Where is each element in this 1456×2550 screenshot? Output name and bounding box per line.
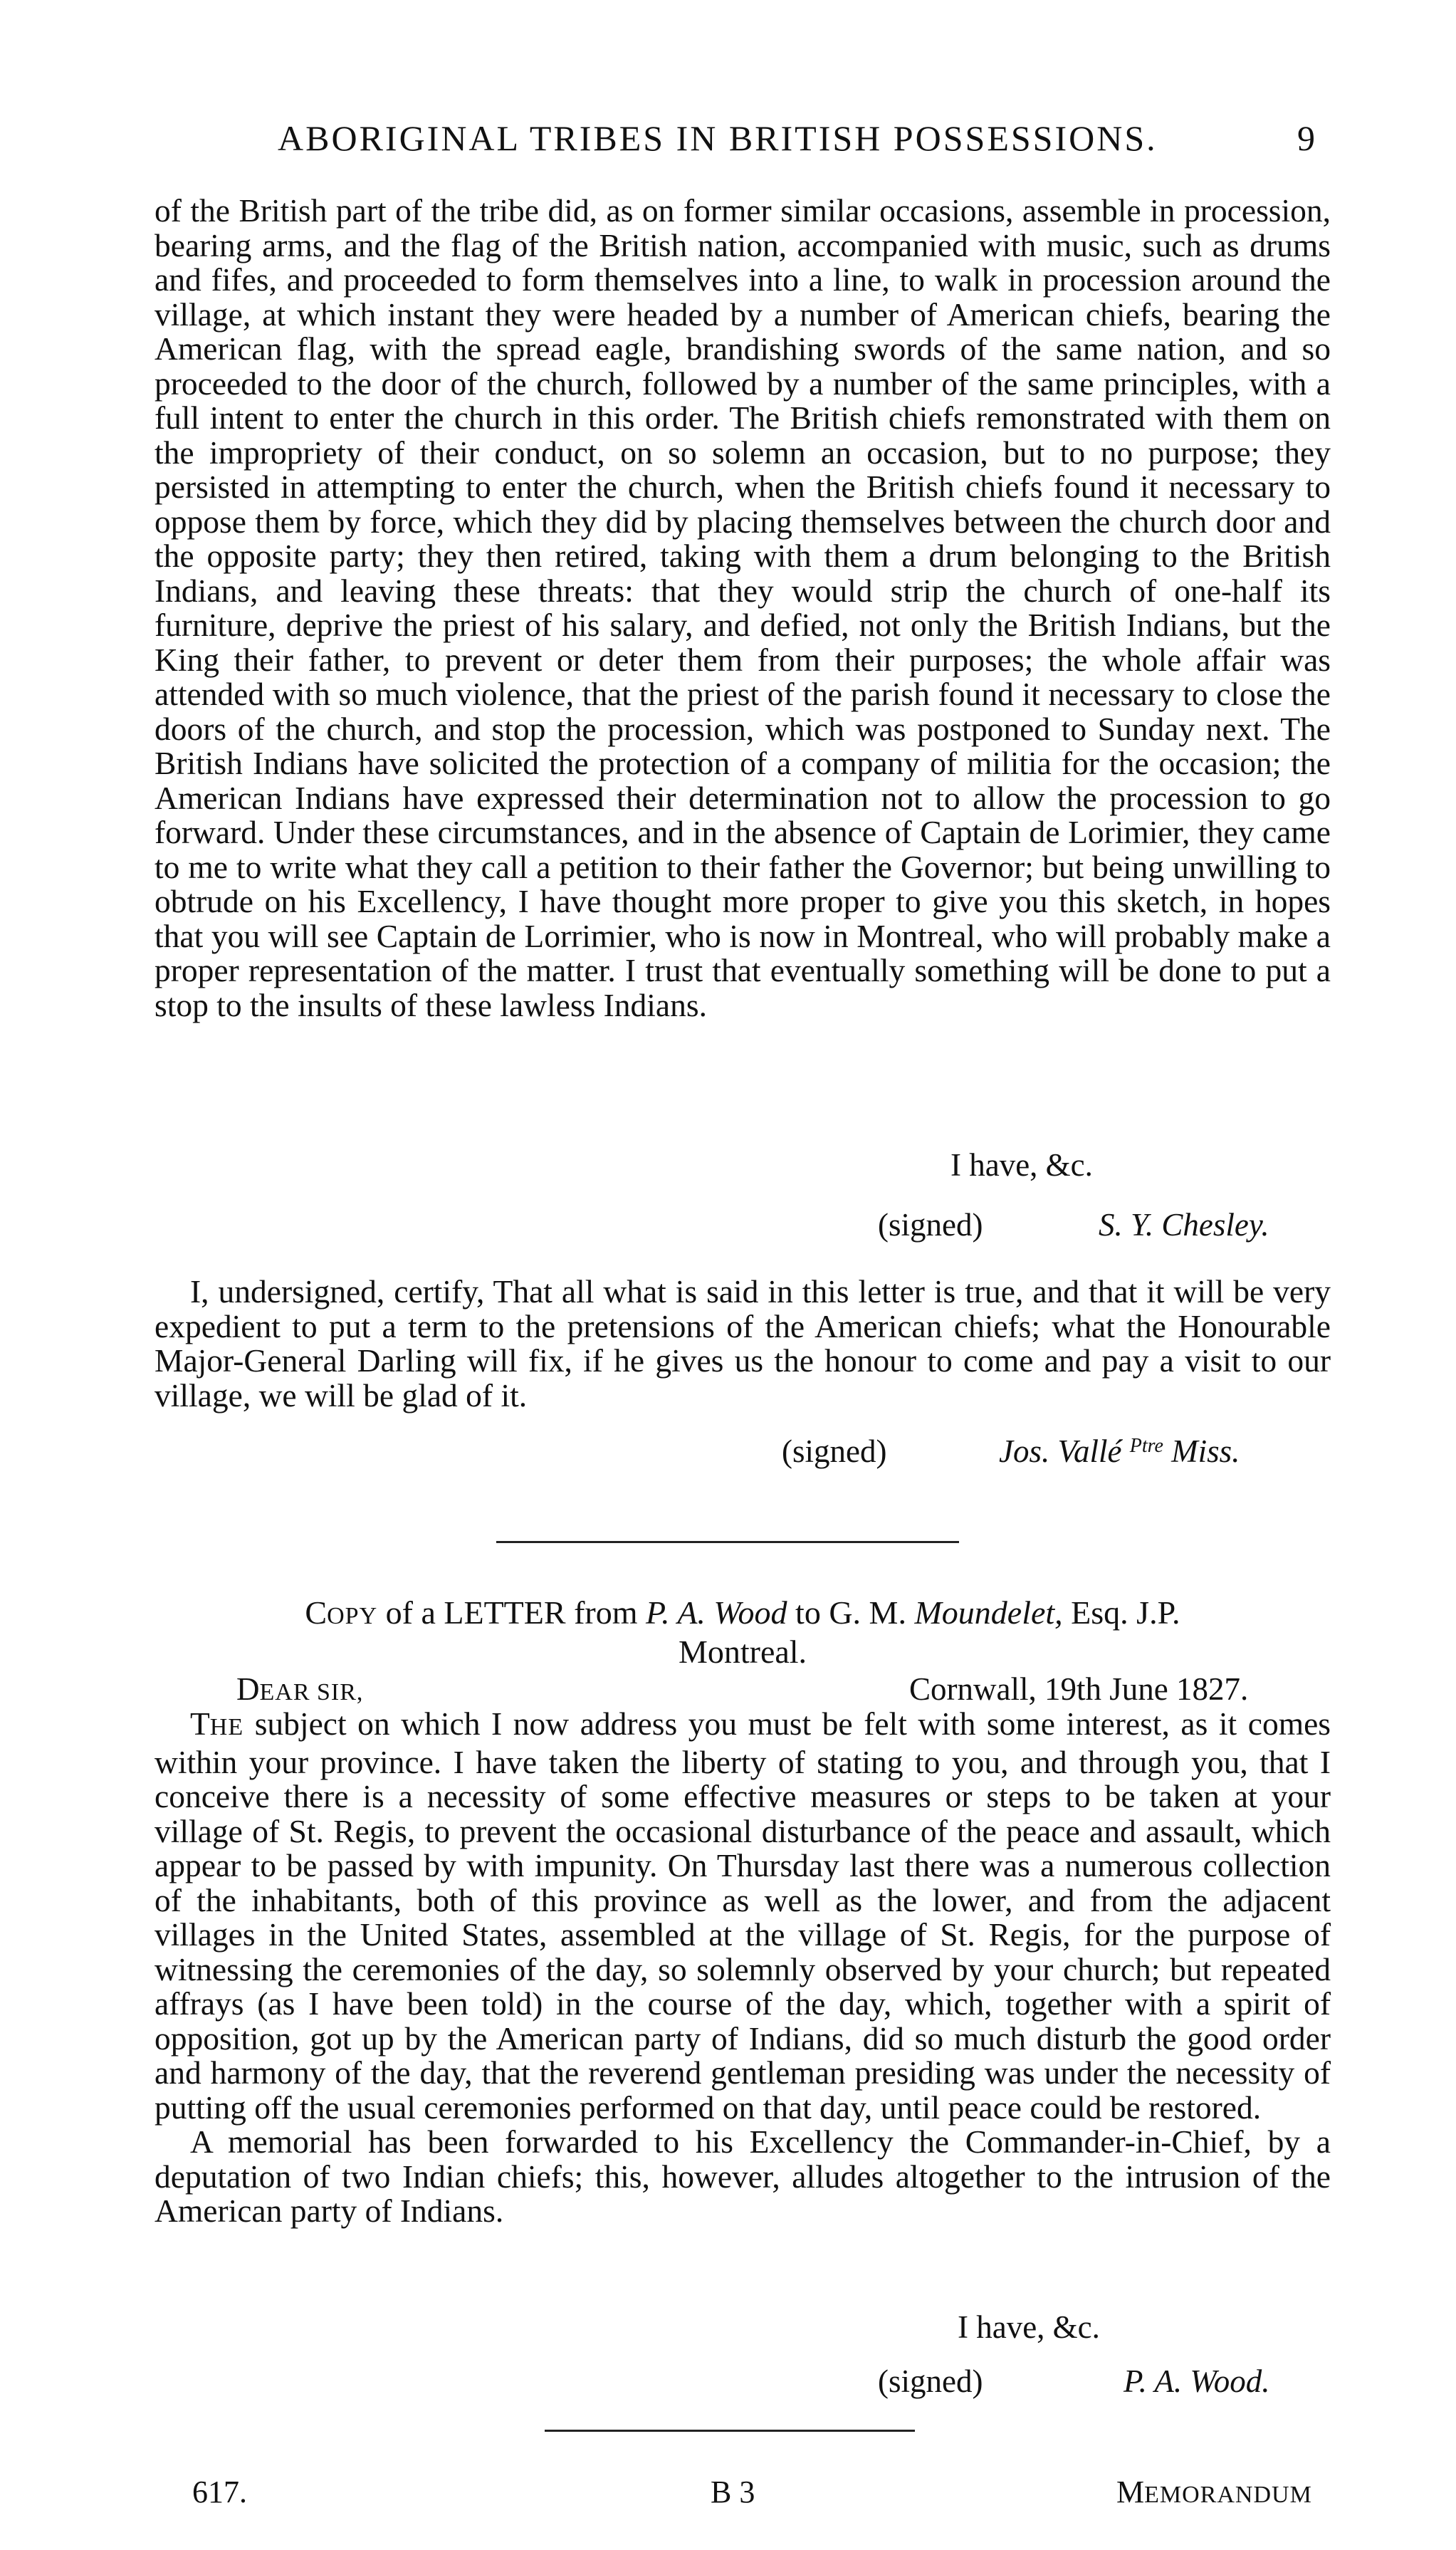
salutation xyxy=(236,1671,363,1707)
document-number: 617. xyxy=(192,2475,247,2509)
letter-two-paragraph-1 xyxy=(154,1707,1331,2125)
letter-two-signature: P. A. Wood. xyxy=(1124,2363,1270,2399)
letter-one-signature: S. Y. Chesley. xyxy=(1099,1207,1269,1243)
heading-place: Montreal. xyxy=(678,1634,807,1670)
heading-recipient-name: Moundelet, xyxy=(914,1594,1063,1631)
catchword xyxy=(1116,2474,1312,2510)
heading-recipient-title: Esq. J.P. xyxy=(1071,1594,1180,1631)
paragraph-1-cap: T xyxy=(190,1705,210,1742)
heading-to: to xyxy=(795,1594,821,1631)
certificate-signed-label: (signed) xyxy=(782,1433,887,1469)
dateline: Cornwall, 19th June 1827. xyxy=(909,1671,1249,1707)
heading-sender: P. A. Wood xyxy=(646,1594,787,1631)
paragraph-1-smallcaps: HE xyxy=(209,1714,244,1740)
heading-letter: LETTER xyxy=(444,1594,566,1631)
certificate-signature-suffix: Miss. xyxy=(1171,1433,1240,1469)
running-title: ABORIGINAL TRIBES IN BRITISH POSSESSIONS. xyxy=(278,118,1158,158)
salutation-cap: D xyxy=(236,1671,260,1707)
page-number: 9 xyxy=(1297,118,1315,158)
letter-two-signed-label: (signed) xyxy=(878,2363,983,2399)
letter-two-closing: I have, &c. xyxy=(958,2309,1100,2345)
salutation-rest: EAR SIR, xyxy=(259,1679,364,1705)
heading-copy-cap: C xyxy=(305,1594,328,1631)
letter-one-paragraph: of the British part of the tribe did, as on former similar occasions, assemble in procession, bearing arms, and the flag of the British nation, accompanied with music, such as drums and fifes, and proceeded to form themselves into a line, to walk in procession around the village, at which instant they were headed by a number of American chiefs, bearing the American flag, with the spread eagle, brandishing swords of the same nation, and so proceeded to the door of the church, followed by a number of the same principles, with a full intent to enter the church in this order. The British chiefs remonstrated with them on the impropriety of their conduct, on so solemn an occasion, but to no purpose; they persisted in attempting to enter the church, when the British chiefs found it necessary to oppose them by force, which they did by placing themselves between the church door and the opposite party; they then retired, taking with them a drum belonging to the British Indians, and leaving these threats: that they would strip the church of one-half its furniture, deprive the priest of his salary, and defied, not only the British Indians, but the King their father, to prevent or deter them from their purposes; the whole affair was attended with so much violence, that the priest of the parish found it necessary to close the doors of the church, and stop the procession, which was postponed to Sunday next. The British Indians have solicited the protection of a company of militia for the occasion; the American Indians have expressed their determination not to allow the procession to go forward. Under these circumstances, and in the absence of Captain de Lorimier, they came to me to write what they call a petition to their father the Governor; but being unwilling to obtrude on his Excellency, I have thought more proper to give you this sketch, in hopes that you will see Captain de Lorrimier, who is now in Montreal, who will probably make a proper representation of the matter. I trust that eventually something will be done to put a stop to the insults of these lawless Indians. xyxy=(154,192,1331,1023)
closing-divider xyxy=(545,2430,915,2432)
paragraph-1-text: subject on which I now address you must be felt with some interest, as it comes within your province. I have taken the liberty of stating to you, and through you, that I conceive there is a necessity of some effective measures or steps to be taken at your village of St. Regis, to prevent the occasional disturbance of the peace and assault, which appear to be passed by with impunity. On Thursday last there was a numerous collection of the inhabitants, both of this province as well as the lower, and from the adjacent villages in the United States, assembled at the village of St. Regis, for the purpose of witnessing the ceremonies of the day, so solemnly observed by your church; but repeated affrays (as I have been told) in the course of the day, which, together with a spirit of opposition, got up by the American party of Indians, did so much disturb the good order and harmony of the day, that the reverend gentleman presiding was under the necessity of putting off the usual ceremonies performed on that day, until peace could be restored. xyxy=(154,1705,1331,2126)
letter-two-heading xyxy=(154,1595,1331,1670)
salutation-line xyxy=(236,1671,1311,1710)
certificate-body xyxy=(154,1275,1331,1413)
certificate-paragraph: I, undersigned, certify, That all what is said in this letter is true, and that it will be very expedient to put a term to the pretensions of the American chiefs; what the Honourable Major-General Darling will fix, if he gives us the honour to come and pay a visit to our village, we will be glad of it. xyxy=(154,1273,1331,1414)
letter-one-body xyxy=(154,194,1331,1023)
section-divider xyxy=(496,1541,959,1543)
certificate-signature-superscript: Ptre xyxy=(1129,1435,1163,1457)
heading-copy-rest: OPY xyxy=(327,1603,378,1629)
signature-mark: B 3 xyxy=(711,2475,755,2509)
heading-from: from xyxy=(574,1594,638,1631)
letter-one-signed-label: (signed) xyxy=(878,1207,983,1243)
heading-recipient-initials: G. M. xyxy=(829,1594,906,1631)
letter-one-closing: I have, &c. xyxy=(950,1147,1093,1183)
heading-of: of a xyxy=(385,1594,436,1631)
catchword-cap: M xyxy=(1116,2475,1145,2509)
letter-two-paragraph-2: A memorial has been forwarded to his Excellency the Commander-in-Chief, by a deputation of two Indian chiefs; this, however, alludes altogether to the intrusion of the American party of Indians. xyxy=(154,2123,1331,2229)
certificate-signature xyxy=(999,1433,1240,1470)
certificate-signature-name: Jos. Vallé xyxy=(999,1433,1122,1469)
letter-two-body xyxy=(154,1707,1331,2229)
catchword-rest: EMORANDUM xyxy=(1144,2482,1312,2508)
